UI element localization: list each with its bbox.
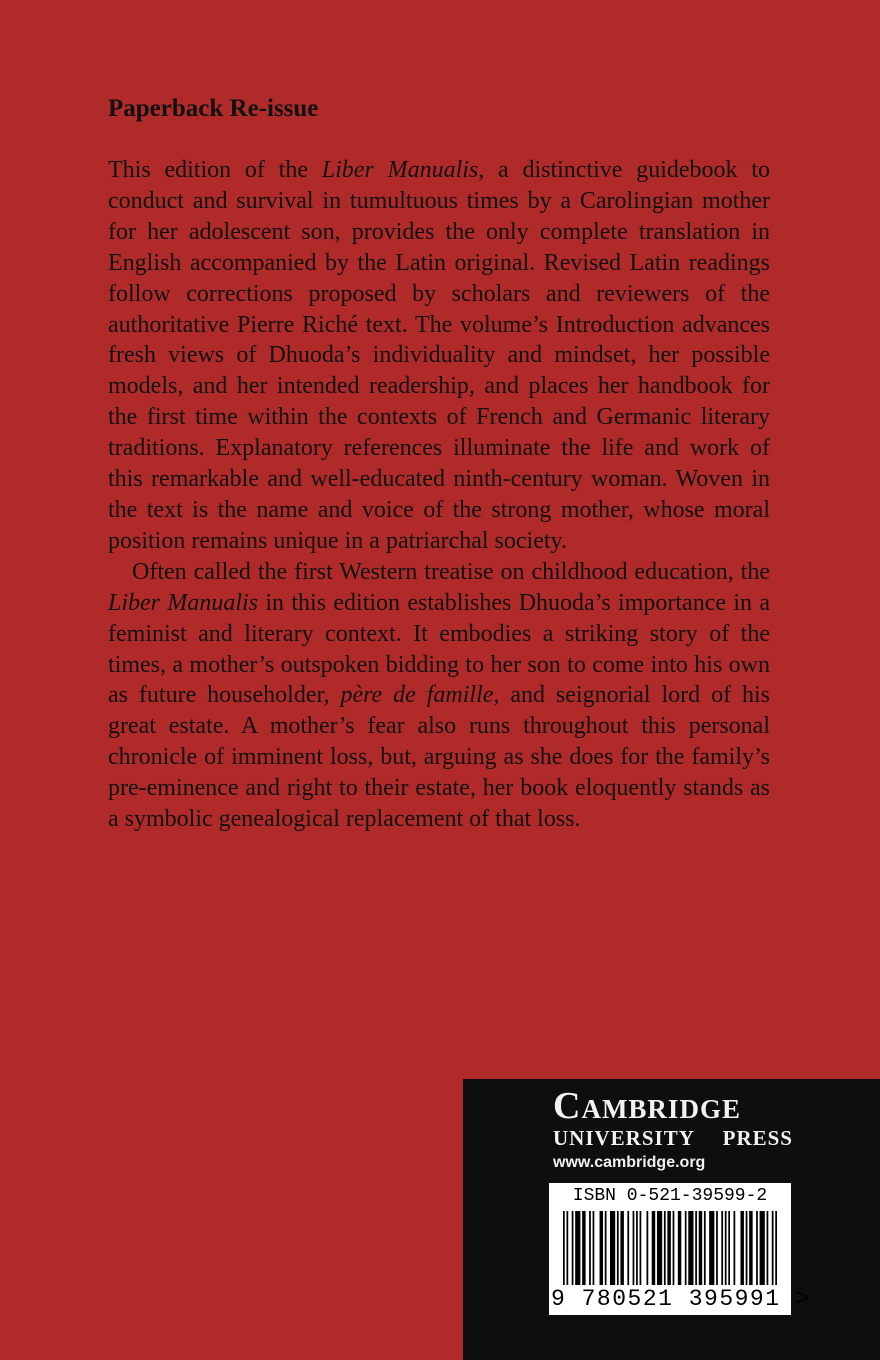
barcode-bar [617, 1211, 619, 1285]
blurb-paragraph-2 [108, 557, 770, 835]
barcode-bar [678, 1211, 681, 1285]
barcode-bar [704, 1211, 706, 1285]
barcode-bar [685, 1211, 687, 1285]
section-heading: Paperback Re-issue [108, 95, 319, 122]
barcode-bar [600, 1211, 603, 1285]
publisher-name: Cambridge [553, 1085, 741, 1127]
isbn-label: ISBN 0-521-39599-2 [572, 1186, 768, 1206]
barcode-bar [566, 1211, 568, 1285]
barcode-bar [636, 1211, 638, 1285]
barcode-bar [709, 1211, 714, 1285]
barcode-bar [647, 1211, 649, 1285]
barcode-bar [775, 1211, 777, 1285]
barcode-bar [716, 1211, 718, 1285]
barcode-bar [673, 1211, 675, 1285]
barcode-bar [667, 1211, 670, 1285]
barcode-bar [652, 1211, 655, 1285]
blurb-p2-text-3: and seignorial lord of his great estate. A mother’s fear also runs throughout this personal chronicle of imminent loss, but, arguing as she does for the family’s pre-eminence and right to their estate, her book eloquently stands as a symbolic genealogical replacement of that loss. [108, 682, 771, 833]
barcode-bar [734, 1211, 736, 1285]
blurb-p1-italic-title: Liber Manualis, [321, 157, 485, 183]
barcode-bar [657, 1211, 662, 1285]
ean-digits: 9 780521 395991 > [551, 1286, 812, 1312]
publisher-subtitle: UNIVERSITY PRESS [553, 1126, 793, 1150]
barcode-bar [575, 1211, 580, 1285]
blurb-text [108, 155, 770, 835]
barcode-bar [746, 1211, 748, 1285]
barcode-bar [699, 1211, 702, 1285]
barcode-panel [549, 1183, 812, 1315]
barcode-bar [582, 1211, 585, 1285]
publisher-website: www.cambridge.org [553, 1154, 706, 1171]
blurb-p2-text-2: in this edition establishes Dhuoda’s importance in a feminist and literary context. It embodies a striking story of the times, a mother’s outspoken bidding to her son to come into his own as future householder, [108, 589, 770, 709]
barcode-bar [767, 1211, 769, 1285]
barcode-bar [610, 1211, 615, 1285]
barcode-bar [620, 1211, 623, 1285]
barcode-bar [695, 1211, 697, 1285]
barcode-bar [749, 1211, 752, 1285]
blurb-p2-italic-title: Liber Manualis [108, 589, 259, 616]
blurb-p1-text-1: This edition of the [108, 157, 322, 183]
barcode-bar [627, 1211, 629, 1285]
barcode-bar [725, 1211, 727, 1285]
barcode-bar [563, 1211, 565, 1285]
blurb-paragraph-1 [108, 155, 770, 557]
blurb-p2-text-1: Often called the first Western treatise on childhood education, the [132, 558, 770, 585]
barcode-bar [740, 1211, 743, 1285]
barcode-bar [756, 1211, 758, 1285]
barcode-bar [633, 1211, 635, 1285]
blurb-p2-italic-phrase: père de famille, [340, 682, 500, 709]
barcode-bar [688, 1211, 693, 1285]
blurb-p1-text-2: a distinctive guidebook to conduct and survival in tumultuous times by a Carolingian mother for her adolescent son, provides the only complete translation in English accompanied by the Latin original. Revised Latin readings follow corrections proposed by scholars and reviewers of the authoritative Pierre Riché text. The volume’s Introduction advances fresh views of Dhuoda’s individuality and mindset, her possible models, and her intended readership, and places her handbook for the first time within the contexts of French and Germanic literary traditions. Explanatory references illuminate the life and work of this remarkable and well-educated ninth-century woman. Woven in the text is the name and voice of the strong mother, whose moral position remains unique in a patriarchal society. [108, 157, 771, 554]
barcode-bar [664, 1211, 666, 1285]
barcode-bar [721, 1211, 723, 1285]
barcode-bar [593, 1211, 595, 1285]
barcode-bar [605, 1211, 607, 1285]
barcode-bar [572, 1211, 574, 1285]
barcode-bar [760, 1211, 765, 1285]
barcode-bar [589, 1211, 591, 1285]
barcode-bar [772, 1211, 774, 1285]
barcode-bar [728, 1211, 730, 1285]
barcode-bar [640, 1211, 642, 1285]
barcode-bars [563, 1211, 777, 1285]
